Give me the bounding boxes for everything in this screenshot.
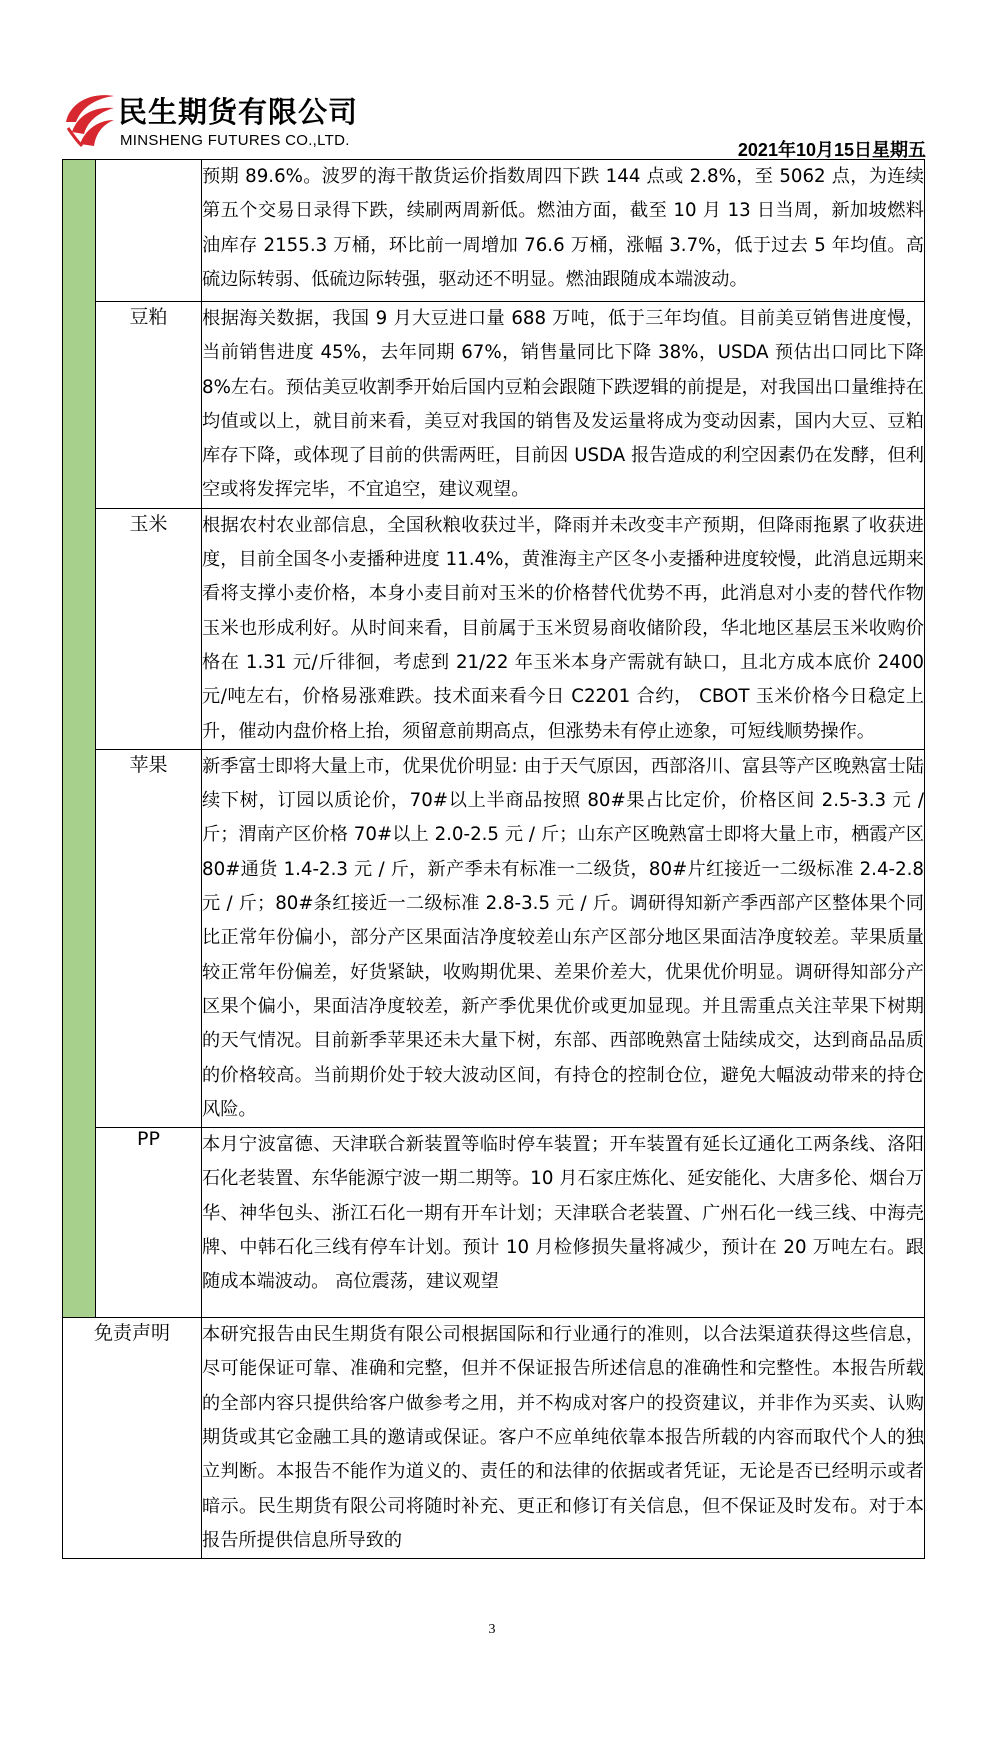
table-row <box>63 302 925 509</box>
commodity-name <box>96 160 202 302</box>
commodity-commentary: 新季富士即将大量上市，优果优价明显: 由于天气原因，西部洛川、富县等产区晚熟富士陆续下树，订园以质论价，70#以上半商品按照 80#果占比定价，价格区间 2.5-3.3 元 / 斤；渭南产区价格 70#以上 2.0-2.5 元 / 斤；山东产区晚熟富士即将大量上市，栖霞产区 80#通货 1.4-2.3 元 / 斤，新产季未有标准一二级货，80#片红接近一二级标准 2.4-2.8 元 / 斤；80#条红接近一二级标准 2.8-3.5 元 / 斤。调研得知新产季西部产区整体果个同比正常年份偏小，部分产区果面洁净度较差山东产区部分地区果面洁净度较差。苹果质量较正常年份偏差，好货紧缺，收购期优果、差果价差大，优果优价明显。调研得知部分产区果个偏小，果面洁净度较差，新产季优果优价或更加显现。并且需重点关注苹果下树期的天气情况。目前新季苹果还未大量下树，东部、西部晚熟富士陆续成交，达到商品品质的价格较高。当前期价处于较大波动区间，有持仓的控制仓位，避免大幅波动带来的持仓风险。 <box>202 749 925 1127</box>
disclaimer-title: 免责声明 <box>63 1318 202 1559</box>
page-number: 3 <box>488 1622 496 1637</box>
category-side-bar <box>63 160 96 1318</box>
commodity-commentary: 预期 89.6%。波罗的海干散货运价指数周四下跌 144 点或 2.8%，至 5062 点，为连续第五个交易日录得下跌，续刷两周新低。燃油方面，截至 10 月 13 日当周，新加坡燃料油库存 2155.3 万桶，环比前一周增加 76.6 万桶，涨幅 3.7%，低于过去 5 年均值。高硫边际转弱、低硫边际转强，驱动还不明显。燃油跟随成本端波动。 <box>202 160 925 302</box>
company-name-cn: 民生期货有限公司 <box>118 95 359 129</box>
commodity-analysis-table <box>62 159 925 1559</box>
company-logo <box>62 88 362 158</box>
company-name-en: MINSHENG FUTURES CO.,LTD. <box>120 132 350 149</box>
commodity-name: 豆粕 <box>96 302 202 509</box>
disclaimer-text: 本研究报告由民生期货有限公司根据国际和行业通行的准则，以合法渠道获得这些信息，尽可能保证可靠、准确和完整，但并不保证报告所述信息的准确性和完整性。本报告所载的全部内容只提供给客户做参考之用，并不构成对客户的投资建议，并非作为买卖、认购期货或其它金融工具的邀请或保证。客户不应单纯依靠本报告所载的内容而取代个人的独立判断。本报告不能作为道义的、责任的和法律的依据或者凭证，无论是否已经明示或者暗示。民生期货有限公司将随时补充、更正和修订有关信息，但不保证及时发布。对于本报告所提供信息所导致的 <box>202 1318 925 1559</box>
table-row <box>63 508 925 749</box>
commodity-commentary: 根据农村农业部信息，全国秋粮收获过半，降雨并未改变丰产预期，但降雨拖累了收获进度，目前全国冬小麦播种进度 11.4%，黄淮海主产区冬小麦播种进度较慢，此消息远期来看将支撑小麦价格，本身小麦目前对玉米的价格替代优势不再，此消息对小麦的替代作物玉米也形成利好。从时间来看，目前属于玉米贸易商收储阶段，华北地区基层玉米收购价格在 1.31 元/斤徘徊，考虑到 21/22 年玉米本身产需就有缺口，且北方成本底价 2400 元/吨左右，价格易涨难跌。技术面来看今日 C2201 合约， CBOT 玉米价格今日稳定上升，催动内盘价格上抬，须留意前期高点，但涨势未有停止迹象，可短线顺势操作。 <box>202 508 925 749</box>
table-row <box>63 749 925 1127</box>
table-row <box>63 160 925 302</box>
commodity-commentary-main: 本月宁波富德、天津联合新装置等临时停车装置；开车装置有延长辽通化工两条线、洛阳石化老装置、东华能源宁波一期二期等。10 月石家庄炼化、延安能化、大唐多伦、烟台万华、神华包头、浙江石化一期有开车计划；天津联合老装置、广州石化一线三线、中海壳牌、中韩石化三线有停车计划。预计 10 月检修损失 <box>202 1134 924 1259</box>
commodity-commentary: 根据海关数据，我国 9 月大豆进口量 688 万吨，低于三年均值。目前美豆销售进度慢，当前销售进度 45%，去年同期 67%，销售量同比下降 38%，USDA 预估出口同比下降 8%左右。预估美豆收割季开始后国内豆粕会跟随下跌逻辑的前提是，对我国出口量维持在均值或以上，就目前来看，美豆对我国的销售及发运量将成为变动因素，国内大豆、豆粕库存下降，或体现了目前的供需两旺，目前因 USDA 报告造成的利空因素仍在发酵，但利空或将发挥完毕，不宜追空，建议观望。 <box>202 302 925 509</box>
commodity-name: 玉米 <box>96 508 202 749</box>
disclaimer-row <box>63 1318 925 1559</box>
commodity-name: 苹果 <box>96 749 202 1127</box>
commodity-commentary-tail: 量将减少，预计在 20 万吨左右。跟随成本端波动。 高位震荡，建议观望 <box>202 1237 924 1293</box>
commodity-name: PP <box>96 1128 202 1318</box>
table-row <box>63 1128 925 1318</box>
minsheng-logo-icon <box>62 88 118 152</box>
commodity-commentary <box>202 1128 925 1318</box>
report-date: 2021年10月15日星期五 <box>737 140 926 160</box>
